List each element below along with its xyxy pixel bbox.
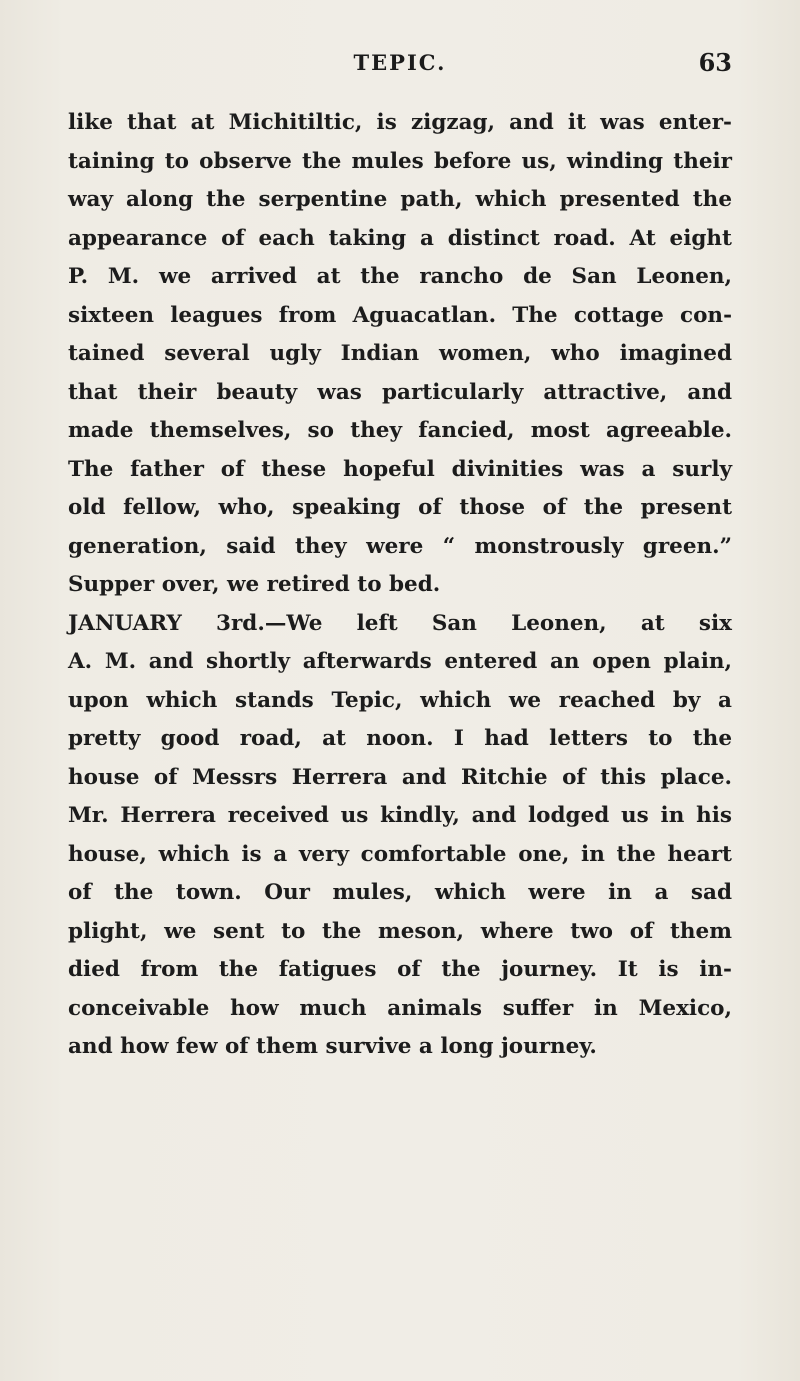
text-line: old fellow, who, speaking of those of the present [68,495,732,520]
text-line: The father of these hopeful divinities was a surly [68,456,732,482]
text-line: made themselves, so they fancied, most agreeable. [68,418,732,443]
text-line: appearance of each taking a distinct road. At eight [68,225,732,251]
text-line: died from the fatigues of the journey. It is in- [68,957,732,982]
text-line: generation, said they were “ monstrously green.” [68,533,732,559]
text-line: house, which is a very comfortable one, in the heart [68,841,732,867]
text-line: Mr. Herrera received us kindly, and lodged us in his [68,803,732,828]
text-line: conceivable how much animals suffer in Mexico, [68,995,732,1021]
text-line: JANUARY 3rd.—We left San Leonen, at six [68,610,732,636]
text-line: pretty good road, at noon. I had letters to the [68,726,732,751]
text-line: that their beauty was particularly attractive, and [68,379,732,405]
text-line: plight, we sent to the meson, where two of them [68,918,732,944]
text-line: A. M. and shortly afterwards entered an open plain, [68,649,732,674]
text-line: sixteen leagues from Aguacatlan. The cottage con- [68,302,732,328]
text-line: house of Messrs Herrera and Ritchie of this place. [68,764,732,790]
running-head [68,48,732,88]
running-title: TEPIC. [353,50,447,75]
text-line: way along the serpentine path, which presented the [68,187,732,212]
text-line: of the town. Our mules, which were in a sad [68,880,732,905]
text-line: and how few of them survive a long journey. [68,1034,597,1059]
page-number: 63 [698,48,732,77]
text-line: taining to observe the mules before us, winding their [68,148,732,174]
text-line: Supper over, we retired to bed. [68,572,441,597]
text-line: upon which stands Tepic, which we reached by a [68,687,732,713]
text-line: P. M. we arrived at the rancho de San Leonen, [68,264,732,289]
text-line: like that at Michitiltic, is zigzag, and it was enter- [68,110,732,135]
body-text [68,104,732,1067]
text-line: tained several ugly Indian women, who imagined [68,341,732,366]
